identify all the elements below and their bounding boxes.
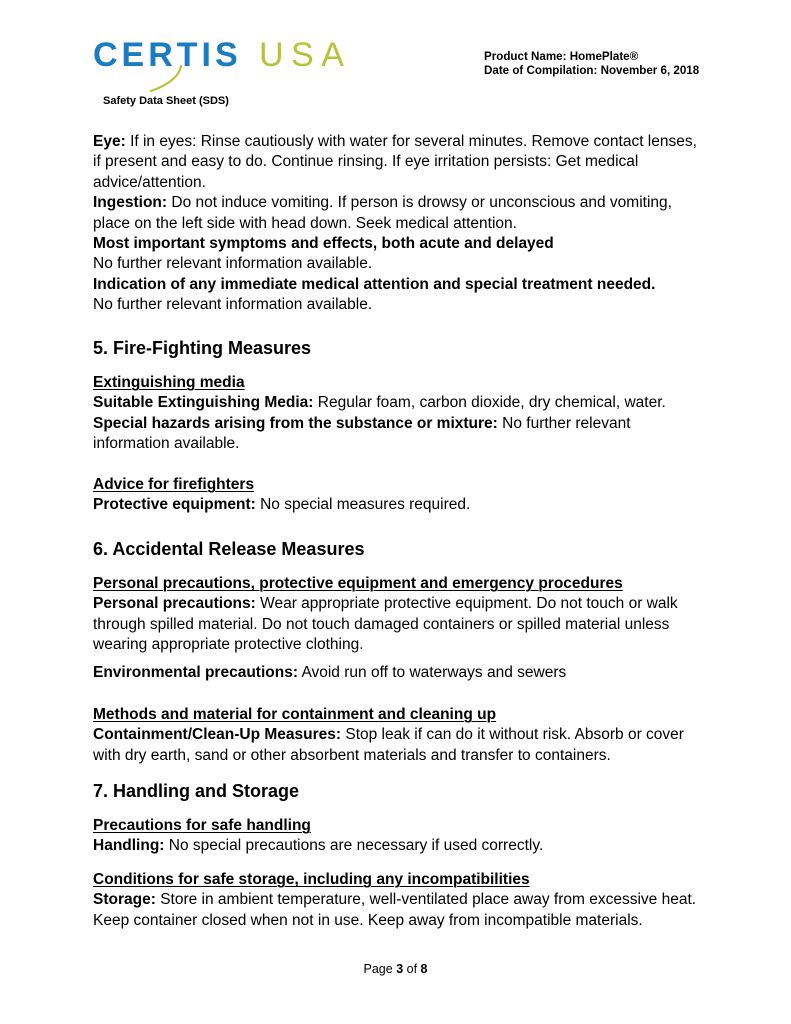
environmental-precautions-label: Environmental precautions: <box>93 664 298 681</box>
section-5-title: 5. Fire-Fighting Measures <box>93 338 312 358</box>
environmental-precautions-line-1 <box>93 663 566 683</box>
eye-text-line-3: advice/attention. <box>93 173 206 191</box>
eye-text-line-1: If in eyes: Rinse cautiously with water for several minutes. Remove contact lenses, <box>130 133 697 150</box>
extinguishing-media-block <box>93 373 666 455</box>
safe-storage-block <box>93 870 696 931</box>
containment-heading: Methods and material for containment and cleaning up <box>93 706 497 723</box>
environmental-precautions-block <box>93 663 566 683</box>
safe-storage-heading: Conditions for safe storage, including any incompatibilities <box>93 871 530 888</box>
environmental-precautions-text-line-1: Avoid run off to waterways and sewers <box>301 664 567 681</box>
compilation-date-value: November 6, 2018 <box>600 64 700 77</box>
page-word: Page <box>363 962 393 976</box>
protective-equipment-label: Protective equipment: <box>93 496 256 514</box>
special-hazards-line-1 <box>93 414 666 434</box>
ingestion-line-1 <box>93 193 697 213</box>
handling-line-1 <box>93 836 543 856</box>
safe-handling-block <box>93 816 543 857</box>
logo-swoosh-icon <box>93 38 355 94</box>
firefighter-advice-heading: Advice for firefighters <box>93 476 255 493</box>
first-aid-continued <box>93 132 697 316</box>
section-6-title: 6. Accidental Release Measures <box>93 539 365 559</box>
medical-attention-heading: Indication of any immediate medical attention and special treatment needed. <box>93 275 656 293</box>
eye-label: Eye: <box>93 133 126 150</box>
logo-region-text: USA <box>259 36 352 74</box>
cleanup-measures-line-1 <box>93 725 684 745</box>
protective-equipment-text-line-1: No special measures required. <box>260 496 471 514</box>
ingestion-label: Ingestion: <box>93 194 168 212</box>
suitable-media-line-1 <box>93 393 666 413</box>
handling-text-line-1: No special precautions are necessary if used correctly. <box>168 837 544 855</box>
personal-precautions-text-line-2: through spilled material. Do not touch damaged containers or spilled material unless <box>93 615 670 633</box>
medical-attention-text: No further relevant information available. <box>93 296 373 314</box>
storage-line-1 <box>93 890 696 910</box>
product-name-label: Product Name: <box>484 50 567 63</box>
section-7-title: 7. Handling and Storage <box>93 781 300 801</box>
cleanup-measures-text-line-1: Stop leak if can do it without risk. Absorb or cover <box>345 726 684 744</box>
product-name-value: HomePlate® <box>569 50 639 63</box>
storage-label: Storage: <box>93 891 156 909</box>
suitable-media-label: Suitable Extinguishing Media: <box>93 394 314 412</box>
ingestion-text-line-2: place on the left side with head down. Seek medical attention. <box>93 214 517 232</box>
storage-text-line-2: Keep container closed when not in use. Keep away from incompatible materials. <box>93 911 643 929</box>
document-meta <box>484 50 699 78</box>
special-hazards-label: Special hazards arising from the substance or mixture: <box>93 414 498 432</box>
of-word: of <box>406 962 418 976</box>
suitable-media-text-line-1: Regular foam, carbon dioxide, dry chemical, water. <box>317 394 666 412</box>
containment-block <box>93 705 684 766</box>
special-hazards-text-line-2: information available. <box>93 435 240 453</box>
certis-usa-logo <box>93 38 355 94</box>
eye-line-1 <box>93 132 697 152</box>
document-type: Safety Data Sheet (SDS) <box>103 95 229 107</box>
compilation-date-line <box>484 64 699 78</box>
symptoms-text: No further relevant information available. <box>93 255 373 273</box>
current-page-number: 3 <box>396 962 404 976</box>
eye-text-line-2: if present and easy to do. Continue rinsing. If eye irritation persists: Get medical <box>93 153 639 171</box>
personal-precautions-text-line-1: Wear appropriate protective equipment. Do not touch or walk <box>260 595 678 613</box>
extinguishing-media-heading: Extinguishing media <box>93 374 245 391</box>
safe-handling-heading: Precautions for safe handling <box>93 817 311 834</box>
personal-precautions-block <box>93 574 678 656</box>
personal-precautions-label: Personal precautions: <box>93 595 256 613</box>
handling-label: Handling: <box>93 837 165 855</box>
storage-text-line-1: Store in ambient temperature, well-ventilated place away from excessive heat. <box>160 891 697 909</box>
personal-precautions-text-line-3: wearing appropriate protective clothing. <box>93 636 364 654</box>
special-hazards-text-line-1: No further relevant <box>502 414 631 432</box>
page-footer <box>0 961 791 977</box>
cleanup-measures-text-line-2: with dry earth, sand or other absorbent materials and transfer to containers. <box>93 746 611 764</box>
firefighter-advice-block <box>93 475 470 516</box>
symptoms-heading: Most important symptoms and effects, both acute and delayed <box>93 234 554 252</box>
personal-precautions-heading: Personal precautions, protective equipment and emergency procedures <box>93 575 623 592</box>
total-pages-number: 8 <box>420 962 428 976</box>
product-name-line <box>484 50 699 64</box>
personal-precautions-line-1 <box>93 594 678 614</box>
logo-brand-text: CERTIS <box>93 36 242 74</box>
cleanup-measures-label: Containment/Clean-Up Measures: <box>93 726 342 744</box>
ingestion-text-line-1: Do not induce vomiting. If person is drowsy or unconscious and vomiting, <box>171 194 672 212</box>
compilation-date-label: Date of Compilation: <box>484 64 598 77</box>
protective-equipment-line-1 <box>93 495 470 515</box>
